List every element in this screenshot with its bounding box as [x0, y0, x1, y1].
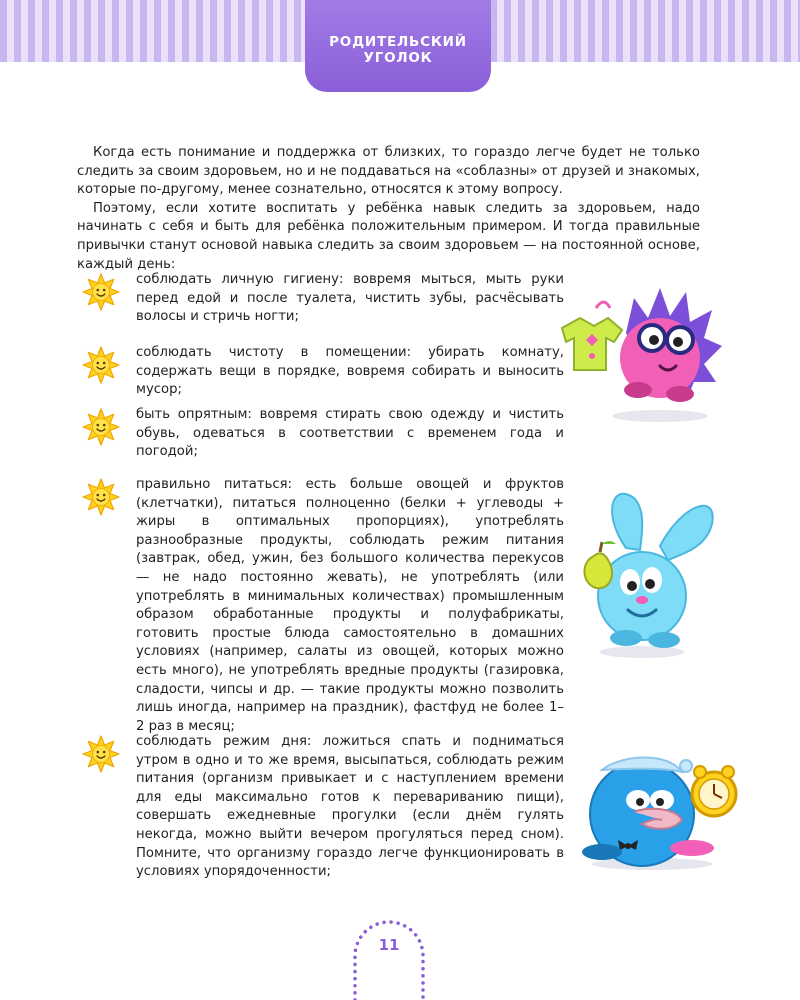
- list-item-text: соблюдать режим дня: ложиться спать и подниматься утром в одно и то же время, высыпаться, соблюдать режим питания (организм привыкает и с наступлением времени для еды максимально готов к перевариванию пищи), совершать ежедневные прогулки (если днём гулять некогда, можно выйти вечером прогуляться перед сном). Помните, что организму гораздо легче функционировать в условиях упорядоченности;: [136, 734, 564, 880]
- intro-paragraph: Поэтому, если хотите воспитать у ребёнка навык следить за здоровьем, надо начинать с себя и быть для ребёнка положительным примером. И тогда правильные привычки станут основой навыка следить за своим здоровьем — на постоянной основе, каждый день:: [77, 200, 700, 272]
- page-number-badge: [351, 918, 427, 1000]
- list-item: [82, 476, 564, 736]
- sun-icon: [82, 408, 120, 446]
- list-item-text: правильно питаться: есть больше овощей и фруктов (клетчатки), питаться полноценно (белки + углеводы + жиры в оптимальных пропорциях), употреблять разнообразные продукты, соблюдать режим питания (завтрак, обед, ужин, без большого количества перекусов — не надо постоянно жевать), не употреблять (или употреблять в минимальных количествах) промышленным образом обработанные продукты и полуфабрикаты, готовить простые блюда самостоятельно в домашних условиях (например, салаты из овощей, которых можно есть много), не употреблять вредные продукты (газировка, сладости, чипсы и др. — такие продукты можно позволить лишь иногда, например на праздник), фастфуд не более 1–2 раз в месяц;: [136, 477, 564, 734]
- hedgehog-character-illustration: [556, 278, 728, 428]
- section-tab: [305, 0, 491, 92]
- page-number: 11: [378, 936, 400, 954]
- list-item: [82, 344, 564, 400]
- intro-text: [77, 144, 700, 274]
- section-title-line2: УГОЛОК: [363, 50, 433, 66]
- intro-paragraph: Когда есть понимание и поддержка от близких, то гораздо легче будет не только следить за своим здоровьем, но и не поддаваться на «соблазны» от друзей и знакомых, которые по-другому, менее сознательно, относятся к этому вопросу.: [77, 145, 700, 198]
- list-item: [82, 733, 564, 882]
- sun-icon: [82, 478, 120, 516]
- rabbit-character-illustration: [572, 484, 720, 662]
- section-title-line1: РОДИТЕЛЬСКИЙ: [329, 34, 467, 50]
- list-item: [82, 406, 564, 462]
- list-item-text: соблюдать личную гигиену: вовремя мыться, мыть руки перед едой и после туалета, чистить зубы, расчёсывать волосы и стричь ногти;: [136, 272, 564, 325]
- list-item-text: быть опрятным: вовремя стирать свою одежду и чистить обувь, одеваться в соответствии с временем года и погодой;: [136, 407, 564, 460]
- list-item-text: соблюдать чистоту в помещении: убирать комнату, содержать вещи в порядке, вовремя собирать и выносить мусор;: [136, 345, 564, 398]
- sun-icon: [82, 346, 120, 384]
- sun-icon: [82, 273, 120, 311]
- list-item: [82, 271, 564, 327]
- bird-character-illustration: [572, 754, 752, 872]
- sun-icon: [82, 735, 120, 773]
